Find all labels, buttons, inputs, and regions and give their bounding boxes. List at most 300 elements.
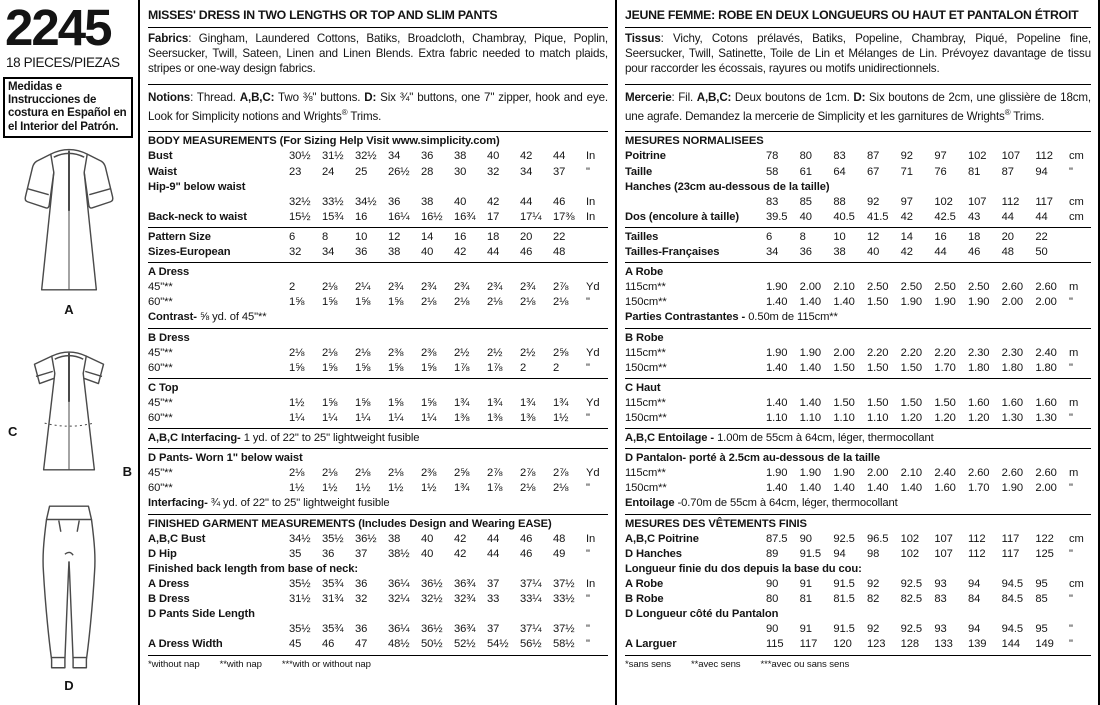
row-label: Back-neck to waist [148, 210, 247, 223]
value-cell: 92.5 [900, 623, 923, 636]
table-row [625, 637, 1091, 652]
unit-cell [586, 245, 608, 260]
value-cell: 2⅛ [553, 296, 569, 309]
value-cell: 32½ [355, 150, 377, 163]
value-cell: 37½ [553, 577, 575, 590]
bold-text: Parties Contrastantes - [625, 311, 749, 324]
value-cell: 1½ [322, 482, 338, 495]
bold-text: D: [853, 90, 866, 104]
value-cell: 15½ [289, 210, 311, 223]
value-cell: 26½ [388, 165, 410, 178]
row-label: A Dress Width [148, 638, 223, 651]
row-label: Finished back length from base of neck: [148, 562, 358, 575]
table-row [625, 280, 1091, 295]
value-cell: 34 [520, 165, 533, 178]
value-cell: 32¾ [454, 593, 476, 606]
table-row [148, 149, 608, 164]
value-cell: 42.5 [934, 210, 956, 223]
value-cell: 149 [1035, 638, 1054, 651]
value-cell: 14 [900, 230, 913, 243]
value-cell: 22 [1035, 230, 1048, 243]
value-cell: 81.5 [833, 593, 855, 606]
section-divider [625, 514, 1091, 515]
table-row [625, 396, 1091, 411]
value-cell: 2⅞ [553, 281, 569, 294]
value-cell: 1⅝ [421, 396, 437, 409]
value-cell: 10 [355, 230, 368, 243]
value-cell: 1.10 [766, 411, 788, 424]
text: 1 yd. of 22" to 25" lightweight fusible [240, 432, 420, 445]
bold-text: D: [364, 90, 377, 104]
value-cell: 1¼ [289, 411, 305, 424]
bold-text: Entoilage [625, 497, 678, 510]
section-divider [148, 328, 608, 329]
value-cell: 117 [799, 638, 818, 651]
value-cell: 1.90 [968, 296, 990, 309]
value-cell: 2.60 [968, 467, 990, 480]
value-cell: 2 [553, 361, 560, 374]
pants-d-drawing [17, 498, 121, 678]
value-cell: 45 [289, 638, 302, 651]
section-divider [625, 227, 1091, 228]
row-label: 115cm** [625, 281, 666, 294]
value-cell: 2⅜ [421, 467, 437, 480]
unit-cell: " [586, 482, 590, 495]
value-cell: 36 [421, 150, 434, 163]
unit-cell: " [1069, 593, 1073, 606]
table-row [625, 210, 1091, 225]
note-row [625, 496, 1091, 511]
value-cell: 1.90 [1001, 482, 1024, 495]
section-divider [148, 262, 608, 263]
section-divider [148, 378, 608, 379]
row-label [148, 195, 289, 210]
value-cell: 2.60 [1035, 467, 1057, 480]
value-cell: 24 [322, 165, 335, 178]
value-cell: 42 [487, 195, 500, 208]
value-cell: 37 [487, 577, 500, 590]
value-cell: 31¾ [322, 593, 344, 606]
value-cell: 42 [454, 246, 467, 259]
value-cell: 1¼ [388, 411, 404, 424]
value-cell: 44 [1001, 210, 1014, 223]
value-cell: 1⅝ [421, 361, 437, 374]
bold-text: A,B,C: [696, 90, 732, 104]
value-cell: 1⅜ [454, 411, 470, 424]
value-cell: 16 [454, 230, 467, 243]
value-cell: 1.40 [766, 482, 788, 495]
table-row [148, 622, 608, 637]
value-cell: 42 [900, 246, 913, 259]
row-label: Waist [148, 165, 177, 178]
section-divider [625, 262, 1091, 263]
value-cell: 1½ [289, 396, 305, 409]
value-cell: 1.60 [1035, 396, 1057, 409]
registered-mark: ® [341, 107, 348, 117]
value-cell: 58 [766, 165, 779, 178]
row-label: 45"** [148, 396, 173, 409]
value-cell: 1⅝ [322, 296, 338, 309]
section-divider [148, 448, 608, 449]
unit-cell: In [586, 210, 596, 223]
value-cell: 84 [968, 593, 981, 606]
value-cell: 28 [421, 165, 434, 178]
value-cell: 36 [388, 195, 401, 208]
value-cell: 12 [388, 230, 401, 243]
value-cell: 1⅜ [487, 411, 503, 424]
value-cell: 83 [833, 150, 846, 163]
row-label: B Robe [625, 593, 664, 606]
value-cell: 2.40 [934, 467, 956, 480]
value-cell: 46 [520, 532, 533, 545]
section-header: MESURES DES VÊTEMENTS FINIS [625, 517, 807, 530]
table-row [148, 637, 608, 652]
value-cell: 120 [833, 638, 852, 651]
section-header: BODY MEASUREMENTS (For Sizing Help Visit www.simplicity.com) [148, 135, 500, 148]
row-label: A,B,C Bust [148, 532, 206, 545]
value-cell: 1.40 [867, 482, 889, 495]
value-cell: 1½ [388, 482, 404, 495]
sketch-dress-a [0, 142, 138, 317]
value-cell: 2.00 [1001, 296, 1024, 309]
value-cell: 1.60 [934, 482, 956, 495]
value-cell: 2.30 [968, 346, 990, 359]
unit-cell: Yd [586, 396, 600, 409]
value-cell: 112 [968, 547, 986, 560]
value-cell: 6 [766, 230, 773, 243]
french-title: JEUNE FEMME: ROBE EN DEUX LONGUEURS OU HAUT ET PANTALON ÉTROIT [625, 0, 1091, 28]
table-row [625, 149, 1091, 164]
text: Deux boutons de 1cm. [731, 90, 854, 104]
value-cell: 33½ [553, 593, 575, 606]
value-cell: 93 [934, 577, 947, 590]
value-cell: 15¾ [322, 210, 344, 223]
section-divider [148, 84, 608, 85]
value-cell: 1.90 [900, 296, 923, 309]
value-cell: 2¾ [421, 281, 437, 294]
section-header: D Pants- Worn 1" below waist [148, 452, 303, 465]
value-cell: 37 [487, 623, 500, 636]
note-row [625, 310, 1091, 325]
value-cell: 1⅝ [322, 396, 338, 409]
unit-cell: " [1069, 482, 1073, 495]
value-cell: 10 [833, 230, 846, 243]
value-cell: 85 [799, 195, 812, 208]
unit-cell: cm [1069, 150, 1084, 163]
value-cell: 56½ [520, 638, 542, 651]
value-cell: 8 [322, 230, 329, 243]
value-cell: 2⅛ [454, 296, 470, 309]
row-label: A Dress [148, 577, 190, 590]
footnote: *sans sens [625, 659, 671, 671]
value-cell: 2⅛ [388, 467, 404, 480]
value-cell: 1⅝ [289, 296, 305, 309]
value-cell: 54½ [487, 638, 509, 651]
row-label: 60"** [148, 482, 173, 495]
value-cell: 2.20 [934, 346, 956, 359]
value-cell: 92 [867, 195, 880, 208]
unit-cell: In [586, 577, 596, 590]
row-label: 45"** [148, 467, 173, 480]
row-label: Tailles [625, 230, 659, 243]
value-cell: 36¼ [388, 577, 410, 590]
value-cell: 36 [355, 623, 368, 636]
row-label: Longueur finie du dos depuis la base du cou: [625, 562, 862, 575]
value-cell: 18 [487, 230, 500, 243]
value-cell: 2.60 [1001, 281, 1024, 294]
value-cell: 44 [1035, 210, 1048, 223]
row-label: D Hip [148, 547, 177, 560]
text: 0.50m de 115cm** [748, 311, 838, 324]
footnote: *without nap [148, 659, 200, 671]
value-cell: 37 [553, 165, 566, 178]
value-cell: 40.5 [833, 210, 855, 223]
value-cell: 36¾ [454, 577, 476, 590]
bold-text: Contrast- [148, 311, 197, 324]
value-cell: 94 [968, 623, 981, 636]
value-cell: 95 [1035, 623, 1048, 636]
value-cell: 1¼ [322, 411, 338, 424]
section-header: MESURES NORMALISEES [625, 135, 764, 148]
table-row [625, 622, 1091, 637]
value-cell: 2.50 [900, 281, 923, 294]
value-cell: 102 [934, 195, 953, 208]
value-cell: 1.40 [833, 296, 855, 309]
table-row [148, 280, 608, 295]
value-cell: 87 [1001, 165, 1014, 178]
row-label: 60"** [148, 361, 173, 374]
value-cell: 2¾ [487, 281, 503, 294]
value-cell: 50½ [421, 638, 443, 651]
value-cell: 2⅞ [520, 467, 536, 480]
value-cell: 43 [968, 210, 981, 223]
row-label: A Larguer [625, 638, 677, 651]
value-cell: 102 [900, 532, 920, 545]
value-cell: 1⅝ [322, 361, 338, 374]
unit-cell: m [1069, 281, 1079, 294]
value-cell: 36¼ [388, 623, 410, 636]
unit-cell: cm [1069, 577, 1084, 590]
section-divider [148, 131, 608, 132]
value-cell: 1.40 [766, 296, 788, 309]
value-cell: 2 [289, 281, 296, 294]
row-label: 60"** [148, 296, 173, 309]
value-cell: 61 [799, 165, 812, 178]
value-cell: 107 [1001, 150, 1021, 163]
note-row [148, 310, 608, 325]
row-label: 115cm** [625, 346, 666, 359]
value-cell: 2.00 [833, 346, 855, 359]
value-cell: 88 [833, 195, 846, 208]
row-label: Hanches (23cm au-dessous de la taille) [625, 180, 830, 193]
value-cell: 2½ [454, 346, 470, 359]
value-cell: 1.40 [799, 361, 822, 374]
value-cell: 1¾ [454, 482, 470, 495]
value-cell: 38 [833, 246, 846, 259]
value-cell: 46 [520, 246, 533, 259]
value-cell: 33 [487, 593, 500, 606]
value-cell: 92 [900, 150, 913, 163]
value-cell: 34½ [289, 532, 311, 545]
value-cell: 1.10 [867, 411, 889, 424]
value-cell: 117 [1001, 532, 1020, 545]
value-cell: 1½ [355, 482, 371, 495]
value-cell: 32½ [289, 195, 311, 208]
value-cell: 8 [799, 230, 806, 243]
value-cell: 58½ [553, 638, 575, 651]
text: : Gingham, Laundered Cottons, Batiks, Broadcloth, Chambray, Pique, Poplin, Seersucker, Twill, Sateen, Linen and Linen Blends. Extra fabric needed to match plaids, stripes or one-way design fabrics. [148, 32, 608, 75]
section-divider [625, 328, 1091, 329]
text: ⅝ yd. of 45"** [196, 311, 267, 324]
paragraph [625, 87, 1091, 130]
sketch-label-b: B [122, 464, 132, 479]
value-cell: 35½ [289, 577, 311, 590]
row-label: Tailles-Françaises [625, 246, 720, 259]
value-cell: 1⅞ [454, 361, 470, 374]
value-cell: 37½ [553, 623, 575, 636]
bold-text: Notions [148, 90, 191, 104]
table-row [148, 295, 608, 310]
unit-cell: " [1069, 623, 1073, 636]
row-label: A Robe [625, 577, 664, 590]
row-label: 150cm** [625, 482, 667, 495]
row-label: D Pants Side Length [148, 608, 255, 621]
value-cell: 1⅝ [355, 296, 371, 309]
section-header: D Pantalon- porté à 2.5cm au-dessous de la taille [625, 452, 880, 465]
english-title: MISSES' DRESS IN TWO LENGTHS OR TOP AND SLIM PANTS [148, 0, 608, 28]
value-cell: 44 [934, 246, 947, 259]
bold-text: A,B,C Entoilage - [625, 432, 718, 445]
value-cell: 2.00 [799, 281, 822, 294]
value-cell: 1.40 [799, 296, 822, 309]
value-cell: 2.20 [867, 346, 889, 359]
section-divider [148, 428, 608, 429]
value-cell: 32½ [421, 593, 443, 606]
value-cell: 90 [799, 532, 812, 545]
value-cell: 97 [934, 150, 947, 163]
value-cell: 2⅜ [421, 346, 437, 359]
value-cell: 71 [900, 165, 913, 178]
table-row [625, 295, 1091, 310]
unit-cell: Yd [586, 346, 600, 359]
note-row [148, 431, 608, 446]
note-row [625, 431, 1091, 446]
unit-cell: " [586, 165, 590, 178]
footnote: **avec sens [690, 659, 741, 671]
unit-cell: m [1069, 467, 1079, 480]
value-cell: 1⅞ [487, 361, 503, 374]
table-row [148, 577, 608, 592]
value-cell: 1.50 [900, 361, 923, 374]
value-cell: 35¾ [322, 577, 344, 590]
unit-cell: m [1069, 396, 1079, 409]
value-cell: 1.60 [1001, 396, 1024, 409]
value-cell: 2⅞ [553, 467, 569, 480]
value-cell: 46 [520, 547, 533, 560]
value-cell: 123 [867, 638, 886, 651]
value-cell: 91.5 [833, 577, 855, 590]
value-cell: 20 [520, 230, 533, 243]
section-header: A Robe [625, 266, 664, 279]
value-cell: 44 [487, 532, 500, 545]
text: : Thread. [190, 90, 240, 104]
text: Trims. [1010, 109, 1045, 123]
value-cell: 1¾ [487, 396, 503, 409]
value-cell: 41.5 [867, 210, 889, 223]
table-row [625, 165, 1091, 180]
value-cell: 125 [1035, 547, 1054, 560]
value-cell: 81 [968, 165, 981, 178]
unit-cell: " [586, 411, 590, 424]
value-cell: 1⅝ [289, 361, 305, 374]
table-row [148, 532, 608, 547]
value-cell: 44 [487, 547, 500, 560]
value-cell: 32 [289, 246, 302, 259]
value-cell: 1¾ [520, 396, 536, 409]
bold-text: Fabrics [148, 32, 189, 45]
value-cell: 2 [520, 361, 527, 374]
table-row [625, 547, 1091, 562]
unit-cell: m [1069, 346, 1079, 359]
value-cell: 48½ [388, 638, 410, 651]
value-cell: 112 [1001, 195, 1020, 208]
value-cell: 1.40 [766, 396, 788, 409]
value-cell: 91.5 [833, 623, 855, 636]
value-cell: 44 [553, 150, 566, 163]
value-cell: 78 [766, 150, 779, 163]
sketch-label-a: A [64, 302, 74, 317]
row-label: Dos (encolure à taille) [625, 210, 739, 223]
value-cell: 34½ [355, 195, 377, 208]
value-cell: 52½ [454, 638, 476, 651]
value-cell: 42 [900, 210, 913, 223]
value-cell: 48 [1001, 246, 1014, 259]
value-cell: 1¼ [421, 411, 437, 424]
text: 1.00m de 55cm à 64cm, léger, thermocollant [717, 432, 934, 445]
unit-cell: cm [1069, 532, 1084, 545]
note-row [148, 496, 608, 511]
value-cell: 115 [766, 638, 784, 651]
value-cell: 2⅞ [487, 467, 503, 480]
value-cell: 32¼ [388, 593, 410, 606]
pieces-count: 18 PIECES/PIEZAS [6, 55, 120, 70]
value-cell: 36¾ [454, 623, 476, 636]
value-cell: 1.50 [833, 361, 855, 374]
value-cell: 1½ [289, 482, 305, 495]
value-cell: 2¼ [355, 281, 371, 294]
value-cell: 1⅝ [388, 396, 404, 409]
value-cell: 20 [1001, 230, 1014, 243]
value-cell: 93 [934, 623, 947, 636]
table-row [148, 396, 608, 411]
value-cell: 16¼ [388, 210, 410, 223]
unit-cell [1069, 230, 1091, 245]
value-cell: 1⅜ [520, 411, 536, 424]
value-cell: 67 [867, 165, 880, 178]
table-row [625, 577, 1091, 592]
value-cell: 1.90 [934, 296, 956, 309]
footnotes [625, 655, 1091, 670]
table-row [625, 481, 1091, 496]
value-cell: 89 [766, 547, 779, 560]
value-cell: 2⅛ [355, 346, 371, 359]
value-cell: 1⅞ [487, 482, 503, 495]
row-label: Taille [625, 165, 653, 178]
paragraph [148, 28, 608, 82]
value-cell: 2⅛ [553, 482, 569, 495]
section-header: A Dress [148, 266, 190, 279]
english-column [138, 0, 615, 705]
